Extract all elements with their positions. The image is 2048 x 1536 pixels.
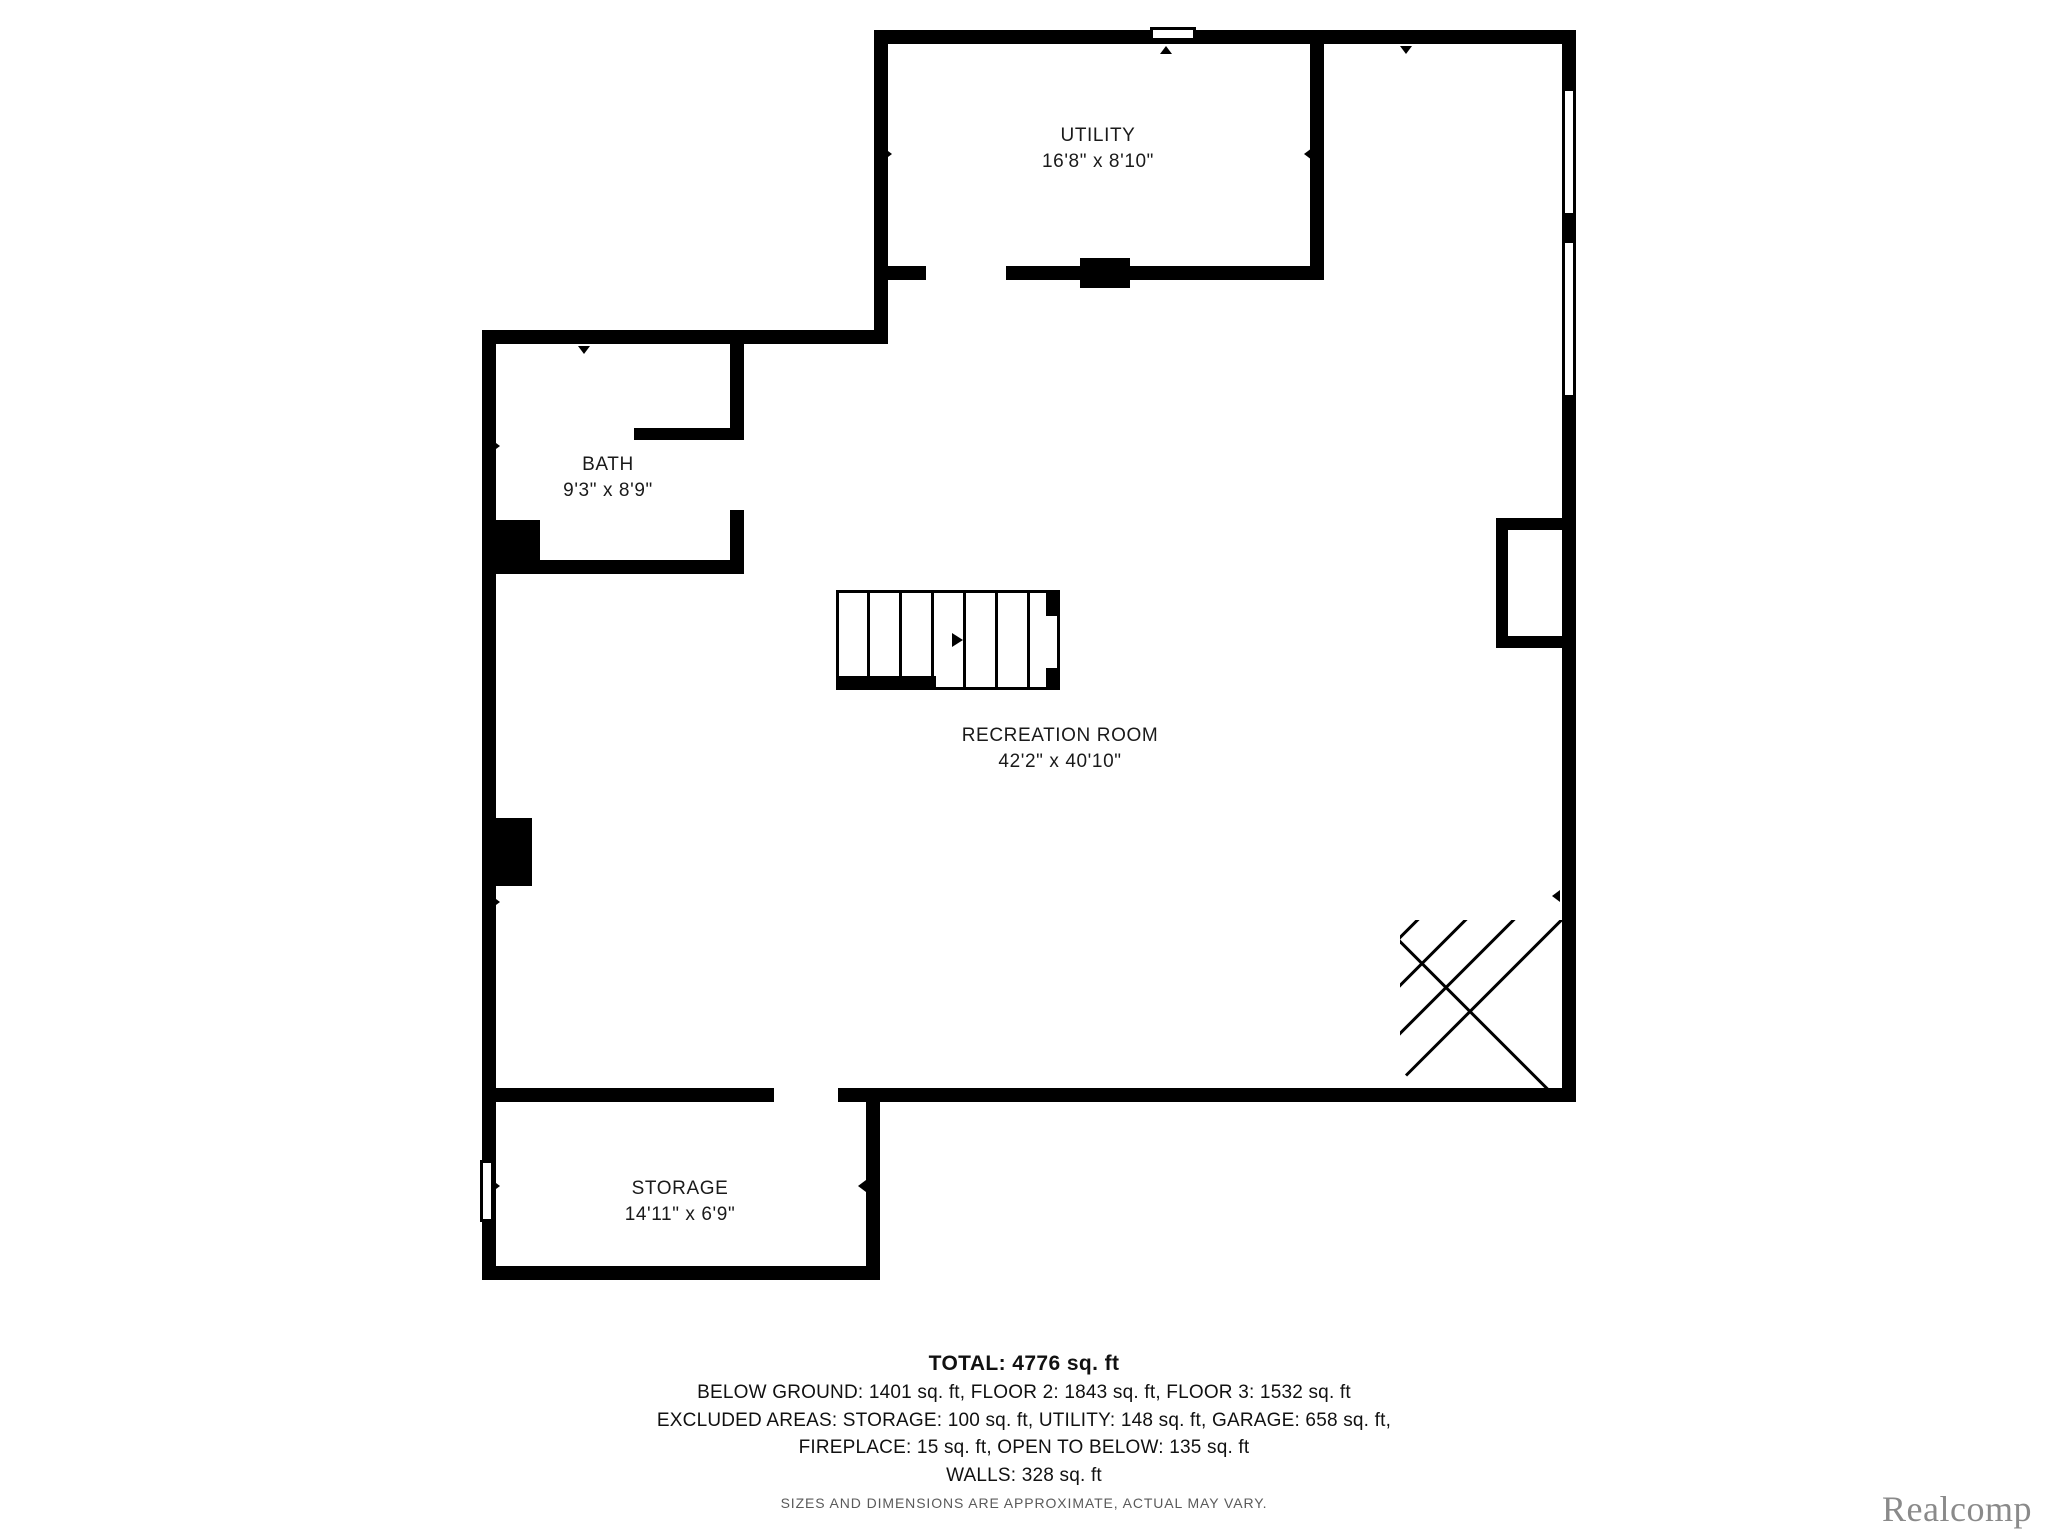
summary-line-fireplace: FIREPLACE: 15 sq. ft, OPEN TO BELOW: 135 sq. ft: [798, 1437, 1250, 1459]
door-arrow-recreation-east: [1552, 890, 1560, 902]
door-arrow-bath-south: [578, 564, 590, 572]
wall-utility-connector: [874, 280, 888, 344]
room-name-storage: STORAGE: [631, 1178, 729, 1199]
door-arrow-utility-east: [1304, 148, 1312, 160]
door-arrow-recreation-west: [492, 896, 500, 908]
stair-step: [867, 593, 870, 687]
bath-fixture-block: [488, 520, 540, 562]
room-label-storage: [625, 1176, 736, 1227]
room-dims-utility: 16'8" x 8'10": [1041, 150, 1155, 172]
door-arrow-north-right: [1400, 46, 1412, 54]
staircase: [836, 590, 1060, 690]
door-arrow-utility-west: [884, 148, 892, 160]
room-name-recreation: RECREATION ROOM: [961, 725, 1159, 746]
wall-hatch-edge: [1562, 920, 1576, 1102]
door-arrow-utility-north: [1160, 46, 1172, 54]
wall-east-upper2: [1562, 215, 1576, 240]
summary-line-walls: WALLS: 328 sq. ft: [946, 1464, 1102, 1486]
wall-recreation-south-left: [482, 1088, 774, 1102]
hatched-area: [1400, 920, 1576, 1096]
door-arrow-storage-east: [858, 1180, 866, 1192]
wall-stair-head: [836, 676, 936, 690]
room-dims-recreation: 42'2" x 40'10": [998, 750, 1122, 772]
disclaimer-text: SIZES AND DIMENSIONS ARE APPROXIMATE, ACTUAL MAY VARY.: [780, 1495, 1268, 1511]
room-dims-bath: 9'3" x 8'9": [563, 479, 653, 501]
summary-line-excluded: EXCLUDED AREAS: STORAGE: 100 sq. ft, UTILITY: 148 sq. ft, GARAGE: 658 sq. ft,: [656, 1409, 1392, 1431]
window-east-upper: [1562, 88, 1576, 216]
summary-line-floors: BELOW GROUND: 1401 sq. ft, FLOOR 2: 1843 sq. ft, FLOOR 3: 1532 sq. ft: [697, 1382, 1351, 1403]
wall-stair-right-top: [1046, 590, 1060, 616]
window-utility-top: [1150, 27, 1196, 41]
door-arrow-bath-north: [578, 346, 590, 354]
wall-east-upper: [1562, 30, 1576, 90]
wall-north-west-segment: [482, 330, 888, 344]
wall-utility-bottom-left: [874, 266, 926, 280]
room-label-recreation: [962, 723, 1159, 774]
summary-total: TOTAL: 4776 sq. ft: [928, 1352, 1120, 1375]
realcomp-watermark: Realcomp: [1882, 1489, 2032, 1529]
room-label-bath: [563, 452, 653, 503]
door-arrow-utility-south: [1160, 268, 1172, 276]
wall-alcove-bottom: [1496, 636, 1576, 648]
room-dims-storage: 14'11" x 6'9": [624, 1203, 736, 1225]
wall-storage-right: [866, 1088, 880, 1280]
utility-equipment-block: [1080, 258, 1130, 288]
wall-alcove-top: [1496, 518, 1576, 530]
window-east-middle: [1562, 240, 1576, 398]
stair-step: [1027, 593, 1030, 687]
door-arrow-storage-west: [492, 1180, 500, 1192]
wall-bath-jog: [634, 428, 744, 440]
room-name-bath: BATH: [582, 454, 634, 475]
room-name-utility: UTILITY: [1060, 125, 1136, 146]
stair-direction-arrow: [952, 633, 963, 647]
area-summary: [0, 1352, 2048, 1489]
door-arrow-bath-west: [492, 440, 500, 452]
stair-step: [931, 593, 934, 687]
door-arrow-storage-north: [676, 1092, 688, 1100]
stair-step: [899, 593, 902, 687]
stair-step: [963, 593, 966, 687]
wall-utility-top: [874, 30, 1324, 44]
door-arrow-storage-south: [676, 1270, 688, 1278]
wall-stair-right-bottom: [1046, 668, 1060, 690]
room-label-utility: [1042, 123, 1154, 174]
wall-bath-right-upper: [730, 330, 744, 440]
stair-step: [995, 593, 998, 687]
wall-alcove-left: [1496, 518, 1508, 648]
wall-utility-right: [1310, 30, 1324, 280]
recreation-fireplace-block: [488, 818, 532, 886]
wall-bath-bottom: [482, 560, 744, 574]
